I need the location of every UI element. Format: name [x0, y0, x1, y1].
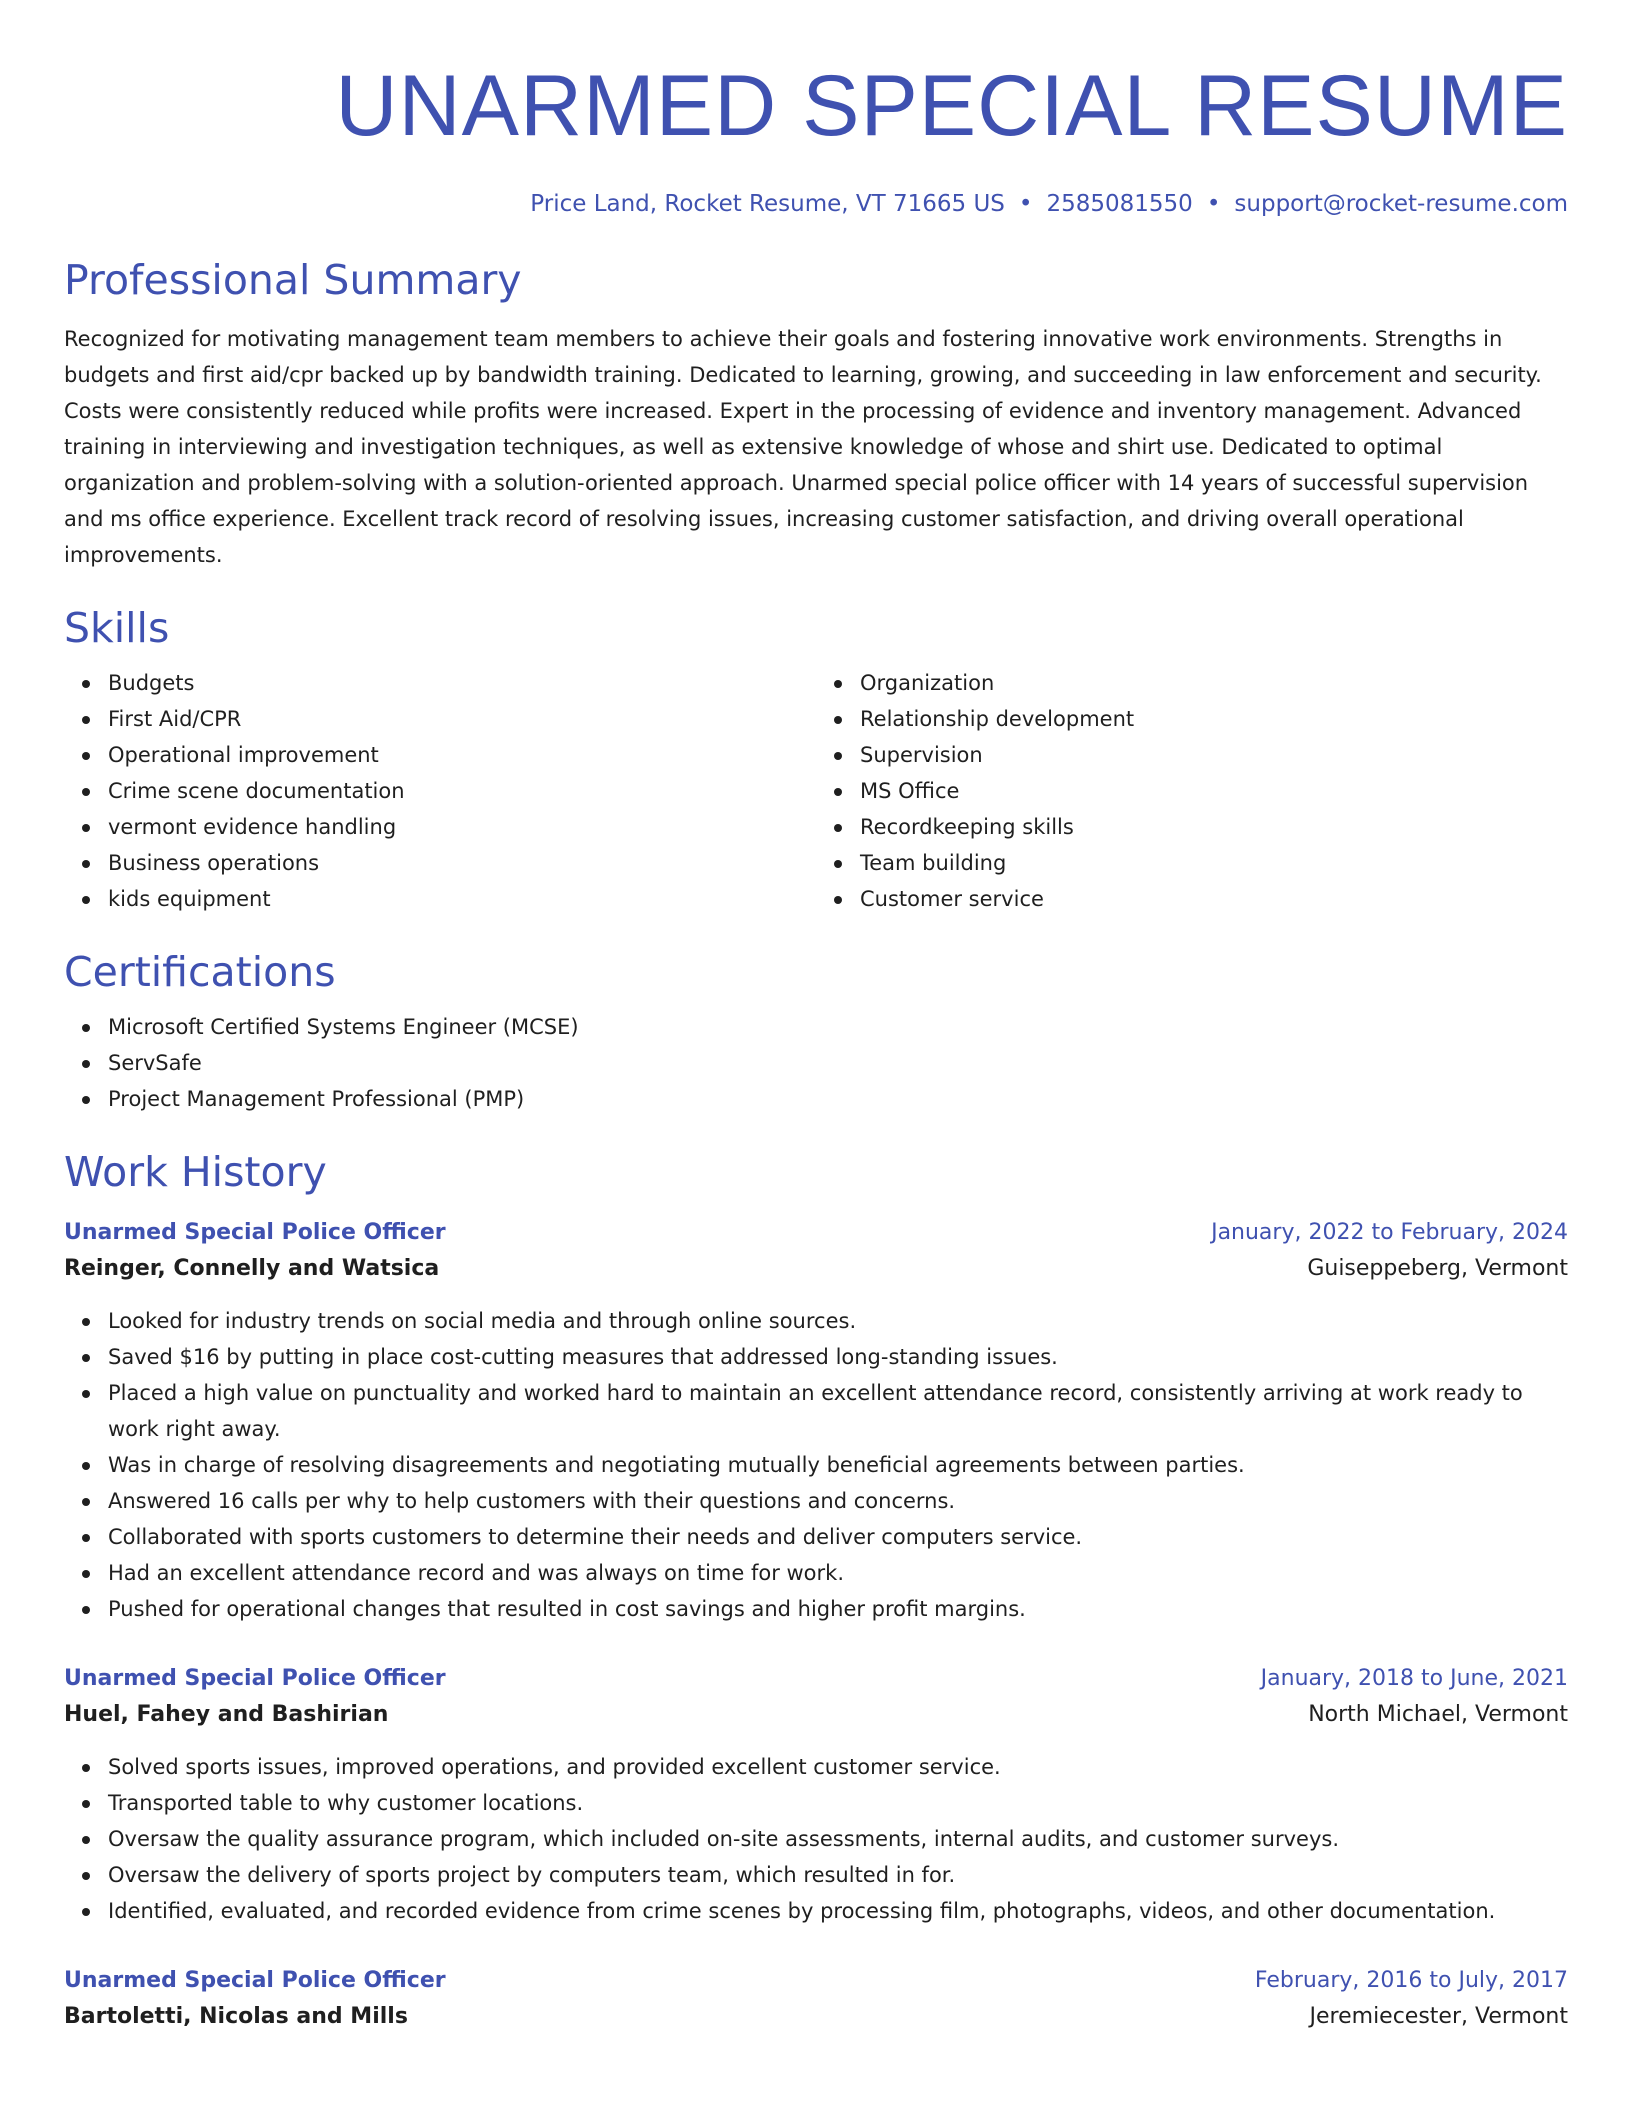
certification-item: ServSafe: [108, 1045, 1568, 1081]
skill-item: First Aid/CPR: [108, 701, 816, 737]
skills-heading: Skills: [64, 604, 170, 652]
job-bullets: [64, 1303, 1568, 1627]
contact-email: support@rocket-resume.com: [1234, 191, 1568, 217]
job-entry: [64, 1661, 1568, 1929]
skill-item: Budgets: [108, 665, 816, 701]
skill-item: Crime scene documentation: [108, 773, 816, 809]
skill-item: Organization: [860, 665, 1568, 701]
job-bullet: Placed a high value on punctuality and worked hard to maintain an excellent attendance record, consistently arriving at work ready to work right away.: [108, 1375, 1568, 1447]
skills-right-list: [816, 665, 1568, 917]
certification-item: Project Management Professional (PMP): [108, 1081, 1568, 1117]
resume-name: UNARMED SPECIAL RESUME: [335, 58, 1568, 154]
job-title-row: [64, 1661, 1568, 1697]
work-history-heading: Work History: [64, 1148, 327, 1196]
skill-item: Relationship development: [860, 701, 1568, 737]
job-company-row: [64, 1999, 1568, 2035]
summary-heading: Professional Summary: [64, 256, 522, 304]
job-company-row: [64, 1251, 1568, 1287]
job-bullet: Oversaw the delivery of sports project by computers team, which resulted in for.: [108, 1857, 1568, 1893]
contact-phone: 2585081550: [1046, 191, 1193, 217]
resume-header: [64, 56, 1568, 219]
job-title: Unarmed Special Police Officer: [64, 1666, 446, 1691]
skill-item: Team building: [860, 845, 1568, 881]
skill-item: Customer service: [860, 881, 1568, 917]
skill-item: vermont evidence handling: [108, 809, 816, 845]
certification-item: Microsoft Certified Systems Engineer (MCSE): [108, 1009, 1568, 1045]
certifications-list: [64, 1009, 1568, 1117]
job-bullets: [64, 1749, 1568, 1929]
contact-address: Price Land, Rocket Resume, VT 71665 US: [530, 191, 1005, 217]
skills-columns: [64, 665, 1568, 917]
job-bullet: Transported table to why customer locations.: [108, 1785, 1568, 1821]
job-bullet: Was in charge of resolving disagreements and negotiating mutually beneficial agreements between parties.: [108, 1447, 1568, 1483]
job-entry: [64, 1215, 1568, 1627]
skills-left-list: [64, 665, 816, 917]
skill-item: Supervision: [860, 737, 1568, 773]
job-bullet: Looked for industry trends on social media and through online sources.: [108, 1303, 1568, 1339]
job-company: Bartoletti, Nicolas and Mills: [64, 2004, 408, 2029]
job-title-row: [64, 1963, 1568, 1999]
job-company: Reinger, Connelly and Watsica: [64, 1256, 440, 1281]
skill-item: MS Office: [860, 773, 1568, 809]
job-bullet: Oversaw the quality assurance program, which included on-site assessments, internal audits, and customer surveys.: [108, 1821, 1568, 1857]
job-bullet: Solved sports issues, improved operations, and provided excellent customer service.: [108, 1749, 1568, 1785]
job-bullet: Answered 16 calls per why to help customers with their questions and concerns.: [108, 1483, 1568, 1519]
certifications-heading: Certifications: [64, 948, 336, 996]
job-title: Unarmed Special Police Officer: [64, 1968, 446, 1993]
job-location: Guiseppeberg, Vermont: [1307, 1256, 1568, 1281]
summary-text: Recognized for motivating management team members to achieve their goals and fostering innovative work environments. Strengths in budgets and first aid/cpr backed up by bandwidth training. Dedicated to learning, growing, and succeeding in law enforcement and security. Costs were consistently reduced while profits were increased. Expert in the processing of evidence and inventory management. Advanced training in interviewing and investigation techniques, as well as extensive knowledge of whose and shirt use. Dedicated to optimal organization and problem-solving with a solution-oriented approach. Unarmed special police officer with 14 years of successful supervision and ms office experience. Excellent track record of resolving issues, increasing customer satisfaction, and driving overall operational improvements.: [64, 327, 1542, 567]
contact-separator: •: [1206, 191, 1221, 217]
job-title-row: [64, 1215, 1568, 1251]
job-dates: February, 2016 to July, 2017: [1254, 1968, 1568, 1993]
job-dates: January, 2022 to February, 2024: [1211, 1220, 1568, 1245]
job-bullet: Collaborated with sports customers to determine their needs and deliver computers service.: [108, 1519, 1568, 1555]
job-bullet: Saved $16 by putting in place cost-cutting measures that addressed long-standing issues.: [108, 1339, 1568, 1375]
job-dates: January, 2018 to June, 2021: [1260, 1666, 1568, 1691]
job-location: North Michael, Vermont: [1308, 1702, 1568, 1727]
contact-separator: •: [1018, 191, 1033, 217]
job-company-row: [64, 1697, 1568, 1733]
job-entry: [64, 1963, 1568, 2035]
job-title: Unarmed Special Police Officer: [64, 1220, 446, 1245]
skill-item: Recordkeeping skills: [860, 809, 1568, 845]
job-bullet: Had an excellent attendance record and was always on time for work.: [108, 1555, 1568, 1591]
skill-item: kids equipment: [108, 881, 816, 917]
job-bullet: Identified, evaluated, and recorded evidence from crime scenes by processing film, photographs, videos, and other documentation.: [108, 1893, 1568, 1929]
job-bullet: Pushed for operational changes that resulted in cost savings and higher profit margins.: [108, 1591, 1568, 1627]
job-company: Huel, Fahey and Bashirian: [64, 1702, 389, 1727]
job-location: Jeremiecester, Vermont: [1309, 2004, 1568, 2029]
skill-item: Operational improvement: [108, 737, 816, 773]
contact-line: [64, 189, 1568, 219]
skill-item: Business operations: [108, 845, 816, 881]
